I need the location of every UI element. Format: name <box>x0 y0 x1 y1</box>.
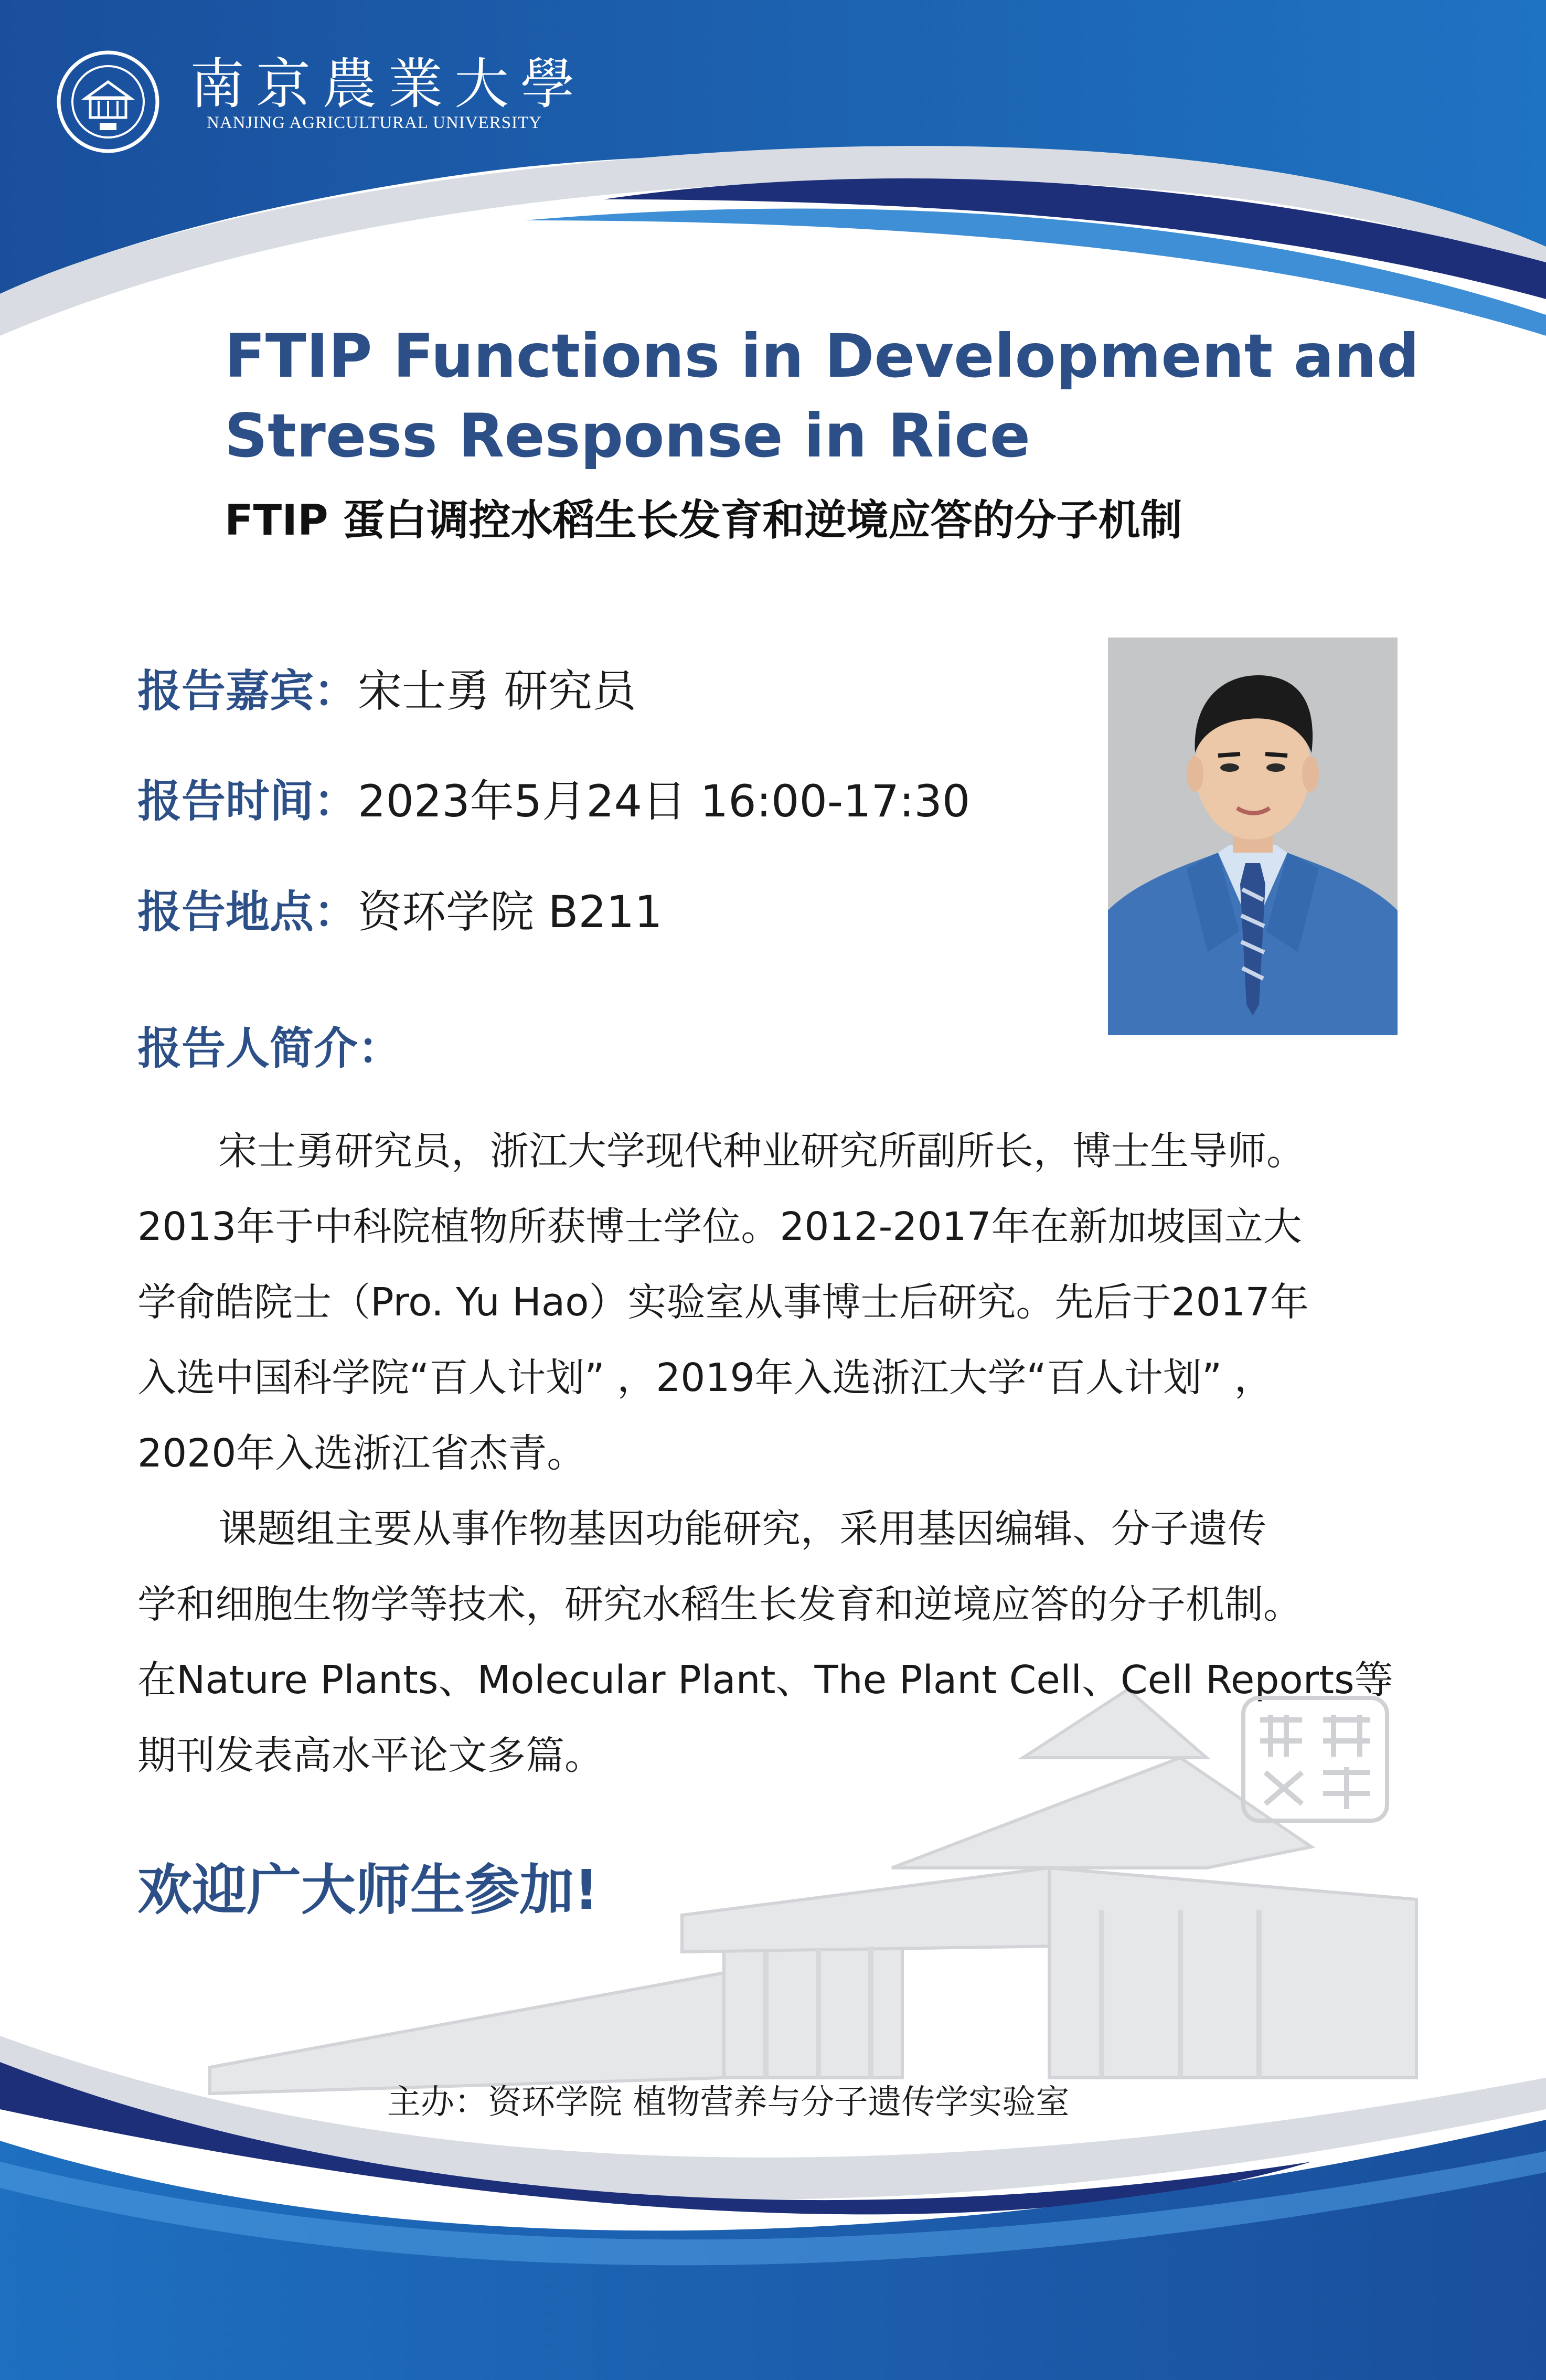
time-row <box>137 770 970 833</box>
title-line-2: Stress Response in Rice <box>225 401 1031 471</box>
place-value: 资环学院 B211 <box>358 886 663 938</box>
guest-label: 报告嘉宾： <box>137 665 358 717</box>
bio-line: 期刊发表高水平论文多篇。 <box>137 1733 603 1778</box>
welcome-message: 欢迎广大师生参加! <box>137 1858 599 1922</box>
chinese-subtitle: FTIP 蛋白调控水稻生长发育和逆境应答的分子机制 <box>225 496 1182 545</box>
university-seal-icon <box>56 49 161 154</box>
bio-line: 2020年入选浙江省杰青。 <box>137 1431 586 1476</box>
university-name: 南京農業大學 <box>190 52 587 116</box>
speaker-photo <box>1108 638 1398 1035</box>
bio-line: 学和细胞生物学等技术，研究水稻生长发育和逆境应答的分子机制。 <box>137 1582 1302 1627</box>
bio-line: 学俞皓院士（Pro. Yu Hao）实验室从事博士后研究。先后于2017年 <box>137 1280 1309 1325</box>
time-label: 报告时间： <box>137 775 358 827</box>
time-value: 2023年5月24日 16:00-17:30 <box>358 775 971 827</box>
bio-line: 宋士勇研究员，浙江大学现代种业研究所副所长，博士生导师。 <box>218 1129 1305 1174</box>
university-name-en: NANJING AGRICULTURAL UNIVERSITY <box>207 113 542 132</box>
guest-row <box>137 660 636 722</box>
bio-line: 课题组主要从事作物基因功能研究，采用基因编辑、分子遗传 <box>218 1506 1266 1552</box>
bio-line: 2013年于中科院植物所获博士学位。2012-2017年在新加坡国立大 <box>137 1204 1302 1249</box>
place-row <box>137 880 663 943</box>
title-line-1: FTIP Functions in Development and <box>225 321 1420 391</box>
bio-heading: 报告人简介： <box>137 1023 402 1074</box>
bio-line: 入选中国科学院“百人计划” ，2019年入选浙江大学“百人计划” ， <box>137 1355 1273 1400</box>
organizer-text: 主办：资环学院 植物营养与分子遗传学实验室 <box>387 2083 1070 2122</box>
place-label: 报告地点： <box>137 886 358 938</box>
decorative-stamp-icon <box>1239 1694 1391 1825</box>
guest-value: 宋士勇 研究员 <box>358 665 636 717</box>
bio-line: 在Nature Plants、Molecular Plant、The Plant Cell、Cell Reports等 <box>137 1658 1393 1703</box>
